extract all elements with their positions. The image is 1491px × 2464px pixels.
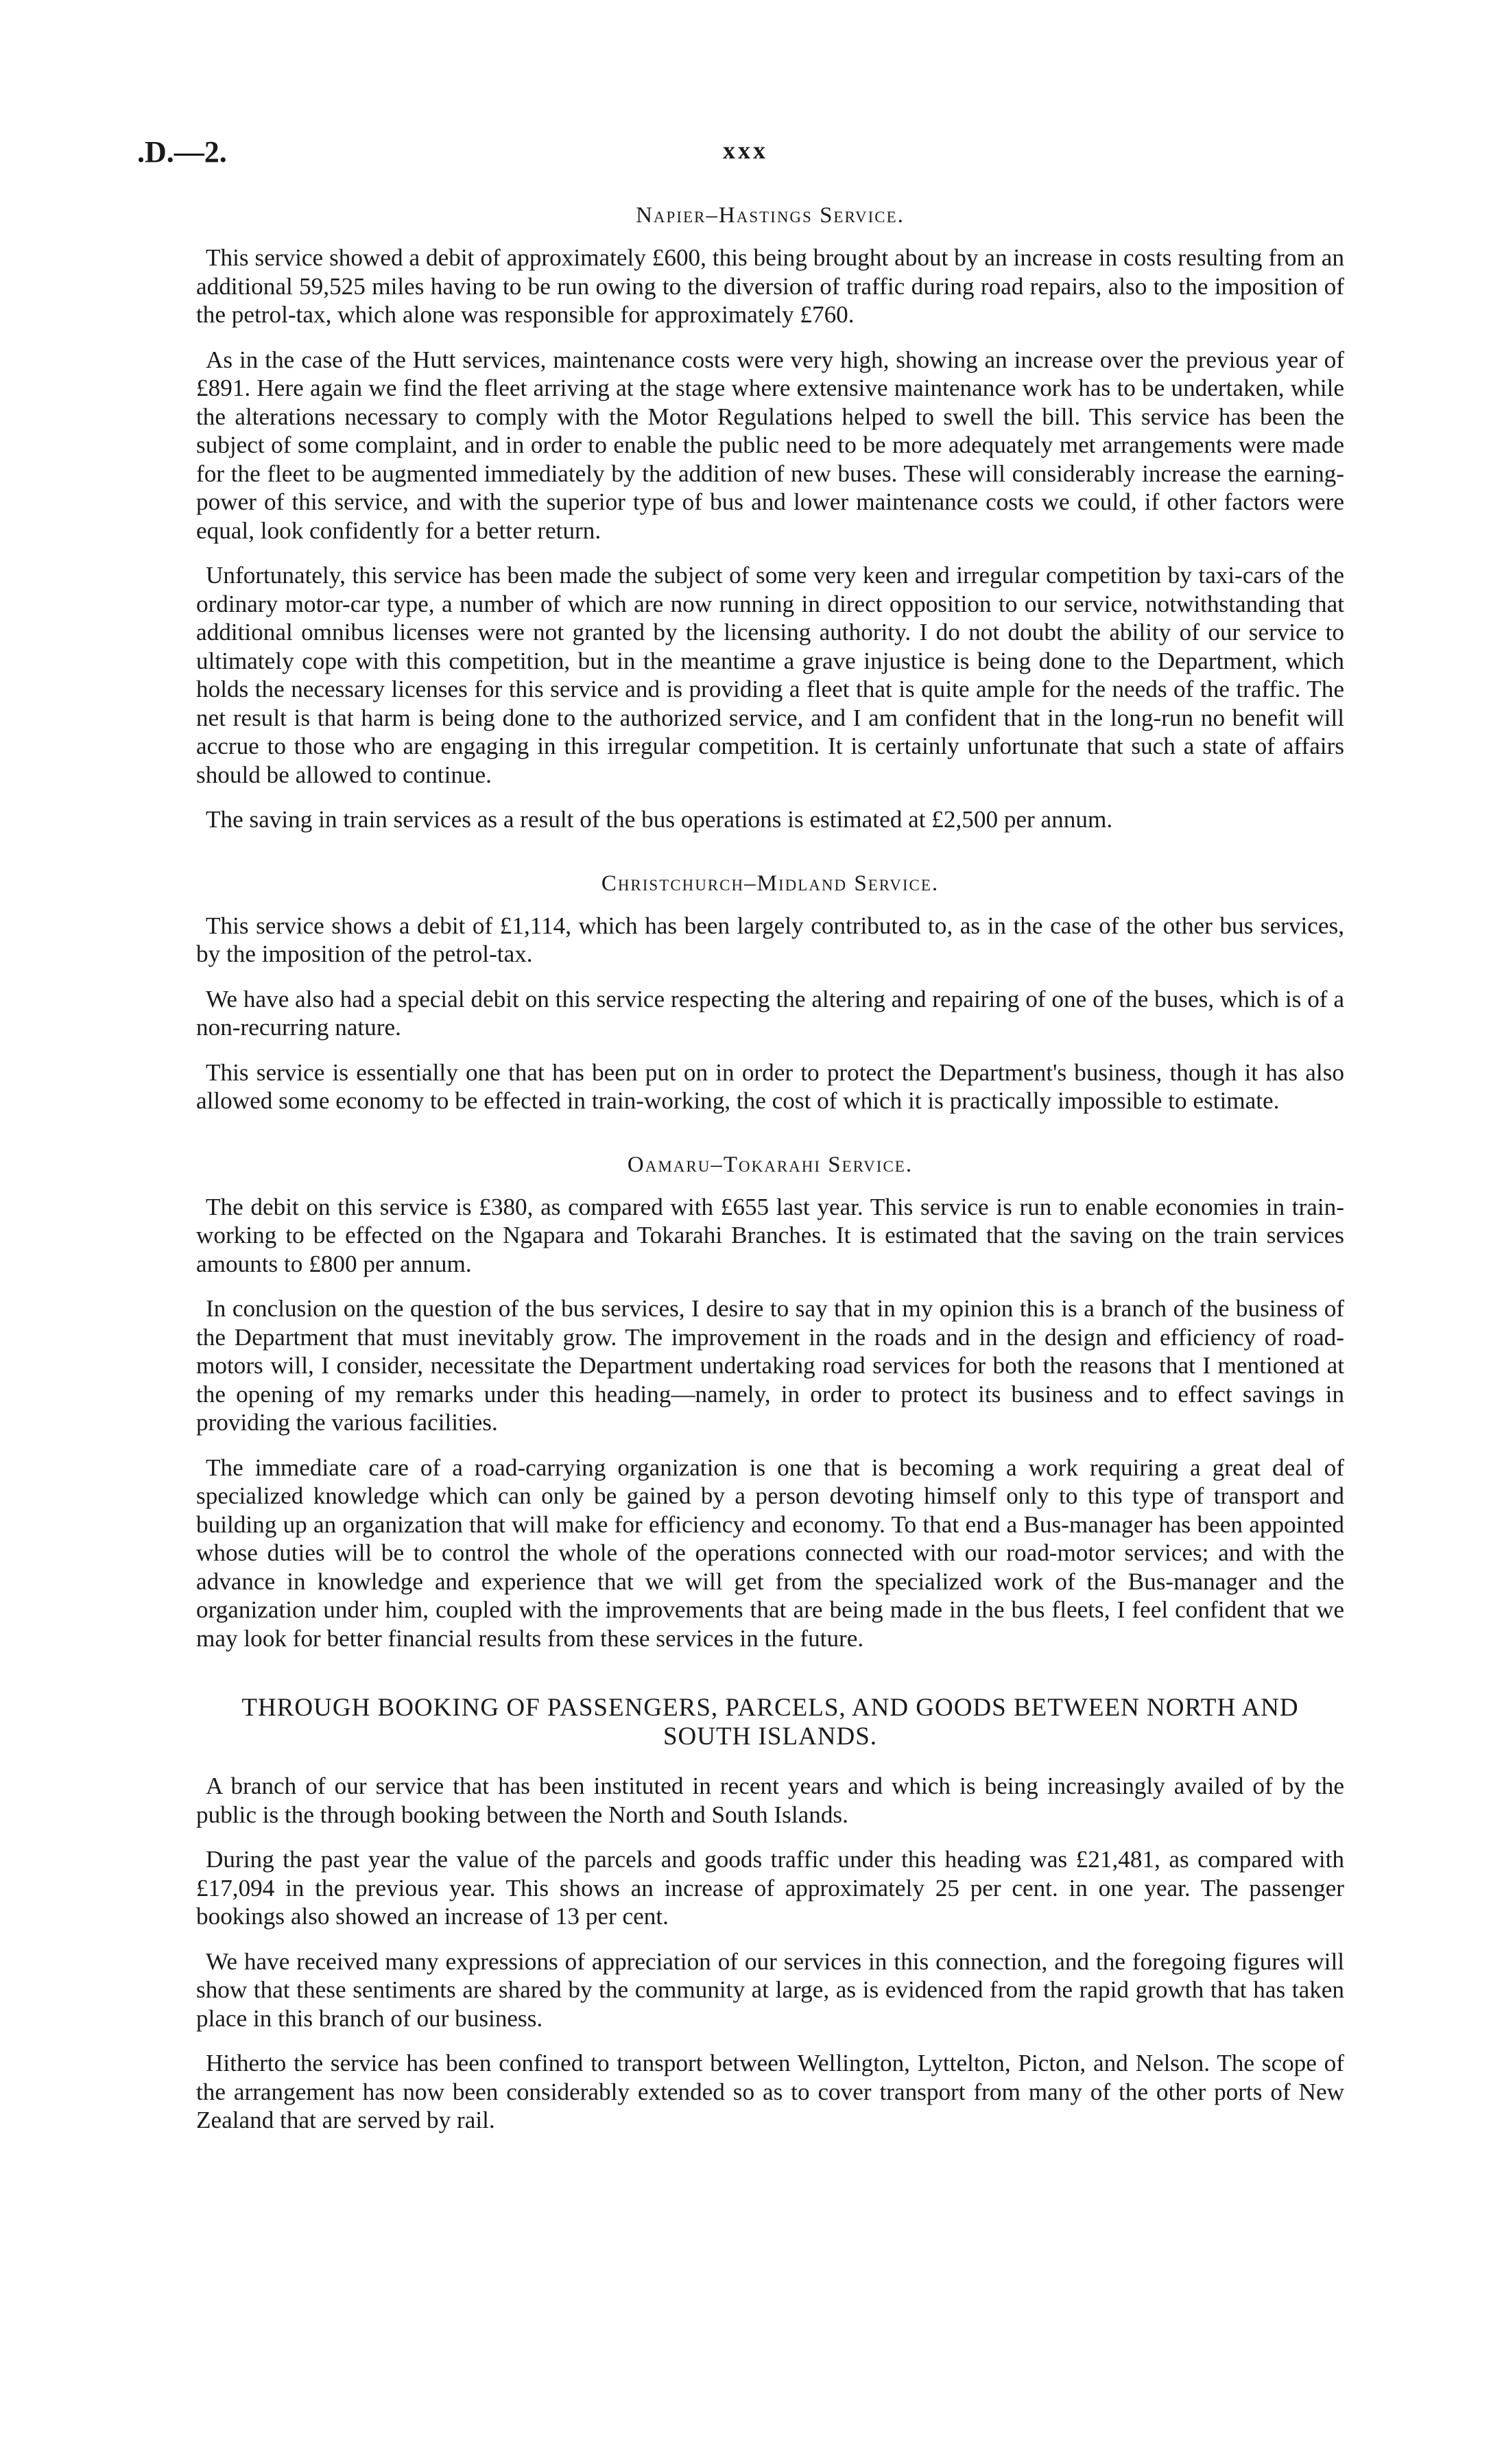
paragraph: The saving in train services as a result of the bus operations is estimated at £2,500 per annum. bbox=[206, 806, 1113, 833]
paragraph: The immediate care of a road-carrying organization is one that is becoming a work requiring a great deal of specialized knowledge which can only be gained by a person devoting himself only to this type of transport and building up an organization that will make for efficiency and economy. To that end a Bus-manager has been appointed whose duties will be to control the whole of the operations connected with our road-motor services; and with the advance in knowledge and experience that we will get from the specialized work of the Bus-manager and the organization under him, coupled with the improvements that are being made in the bus fleets, I feel confident that we may look for better financial results from these services in the future. bbox=[196, 1454, 1344, 1652]
section-christchurch-midland bbox=[196, 871, 1344, 1115]
paragraph: This service shows a debit of £1,114, which has been largely contributed to, as in the case of the other bus services, by the imposition of the petrol-tax. bbox=[196, 912, 1344, 967]
paragraph: This service showed a debit of approximately £600, this being brought about by an increase in costs resulting from an additional 59,525 miles having to be run owing to the diversion of traffic during road repairs, also to the imposition of the petrol-tax, which alone was responsible for approximately £760. bbox=[196, 244, 1344, 328]
paragraph: The debit on this service is £380, as compared with £655 last year. This service is run to enable economies in train-working to be effected on the Ngapara and Tokarahi Branches. It is estimated that the saving on the train services amounts to £800 per annum. bbox=[196, 1193, 1344, 1277]
paragraph: We have also had a special debit on this service respecting the altering and repairing of one of the buses, which is of a non-recurring nature. bbox=[196, 985, 1344, 1041]
paragraph: This service is essentially one that has been put on in order to protect the Department's business, though it has also allowed some economy to be effected in train-working, the cost of which it is practically impossible to estimate. bbox=[196, 1058, 1344, 1114]
section-heading: Oamaru–Tokarahi Service. bbox=[627, 1152, 914, 1177]
section-oamaru-tokarahi bbox=[196, 1152, 1344, 1653]
section-heading: Napier–Hastings Service. bbox=[636, 203, 905, 228]
paragraph: As in the case of the Hutt services, maintenance costs were very high, showing an increase over the previous year of £891. Here again we find the fleet arriving at the stage where extensive maintenance work has to be undertaken, while the alterations necessary to comply with the Motor Regulations helped to swell the bill. This service has been the subject of some complaint, and in order to enable the public need to be more adequately met arrangements were made for the fleet to be augmented immediately by the addition of new buses. These will considerably increase the earning-power of this service, and with the superior type of bus and lower maintenance costs we could, if other factors were equal, look confidently for a better return. bbox=[196, 346, 1344, 544]
paragraph: We have received many expressions of appreciation of our services in this connection, and the foregoing figures will show that these sentiments are shared by the community at large, as is evidenced from the rapid growth that has taken place in this branch of our business. bbox=[196, 1947, 1344, 2032]
section-heading: Christchurch–Midland Service. bbox=[601, 870, 940, 896]
paragraph: During the past year the value of the parcels and goods traffic under this heading was £21,481, as compared with £17,094 in the previous year. This shows an increase of approximately 25 per cent. in one year. The passenger bookings also showed an increase of 13 per cent. bbox=[196, 1846, 1344, 1930]
section-napier-hastings bbox=[196, 203, 1344, 834]
paragraph: Hitherto the service has been confined to transport between Wellington, Lyttelton, Picton, and Nelson. The scope of the arrangement has now been considerably extended so as to cover transport from many of the other ports of New Zealand that are served by rail. bbox=[196, 2050, 1344, 2133]
section-through-booking bbox=[196, 1694, 1344, 2135]
paragraph: Unfortunately, this service has been made the subject of some very keen and irregular competition by taxi-cars of the ordinary motor-car type, a number of which are now running in direct opposition to our service, notwithstanding that additional omnibus licenses were not granted by the licensing authority. I do not doubt the ability of our service to ultimately cope with this competition, but in the meantime a grave injustice is being done to the Department, which holds the necessary licenses for this service and is providing a fleet that is quite ample for the needs of the traffic. The net result is that harm is being done to the authorized service, and I am confident that in the long-run no benefit will accrue to those who are engaging in this irregular competition. It is certainly unfortunate that such a state of affairs should be allowed to continue. bbox=[196, 562, 1344, 788]
paragraph: In conclusion on the question of the bus services, I desire to say that in my opinion this is a branch of the business of the Department that must inevitably grow. The improvement in the roads and in the design and efficiency of road-motors will, I consider, necessitate the Department undertaking road services for both the reasons that I mentioned at the opening of my remarks under this heading—namely, in order to protect its business and to effect savings in providing the various facilities. bbox=[196, 1295, 1344, 1436]
section-heading: THROUGH BOOKING OF PASSENGERS, PARCELS, AND GOODS BETWEEN NORTH AND SOUTH ISLANDS. bbox=[241, 1694, 1299, 1751]
document-code: .D.—2. bbox=[137, 135, 227, 169]
body-column bbox=[196, 203, 1344, 2151]
paragraph: A branch of our service that has been instituted in recent years and which is being increasingly availed of by the public is the through booking between the North and South Islands. bbox=[196, 1773, 1344, 1828]
page-number: xxx bbox=[723, 137, 768, 164]
